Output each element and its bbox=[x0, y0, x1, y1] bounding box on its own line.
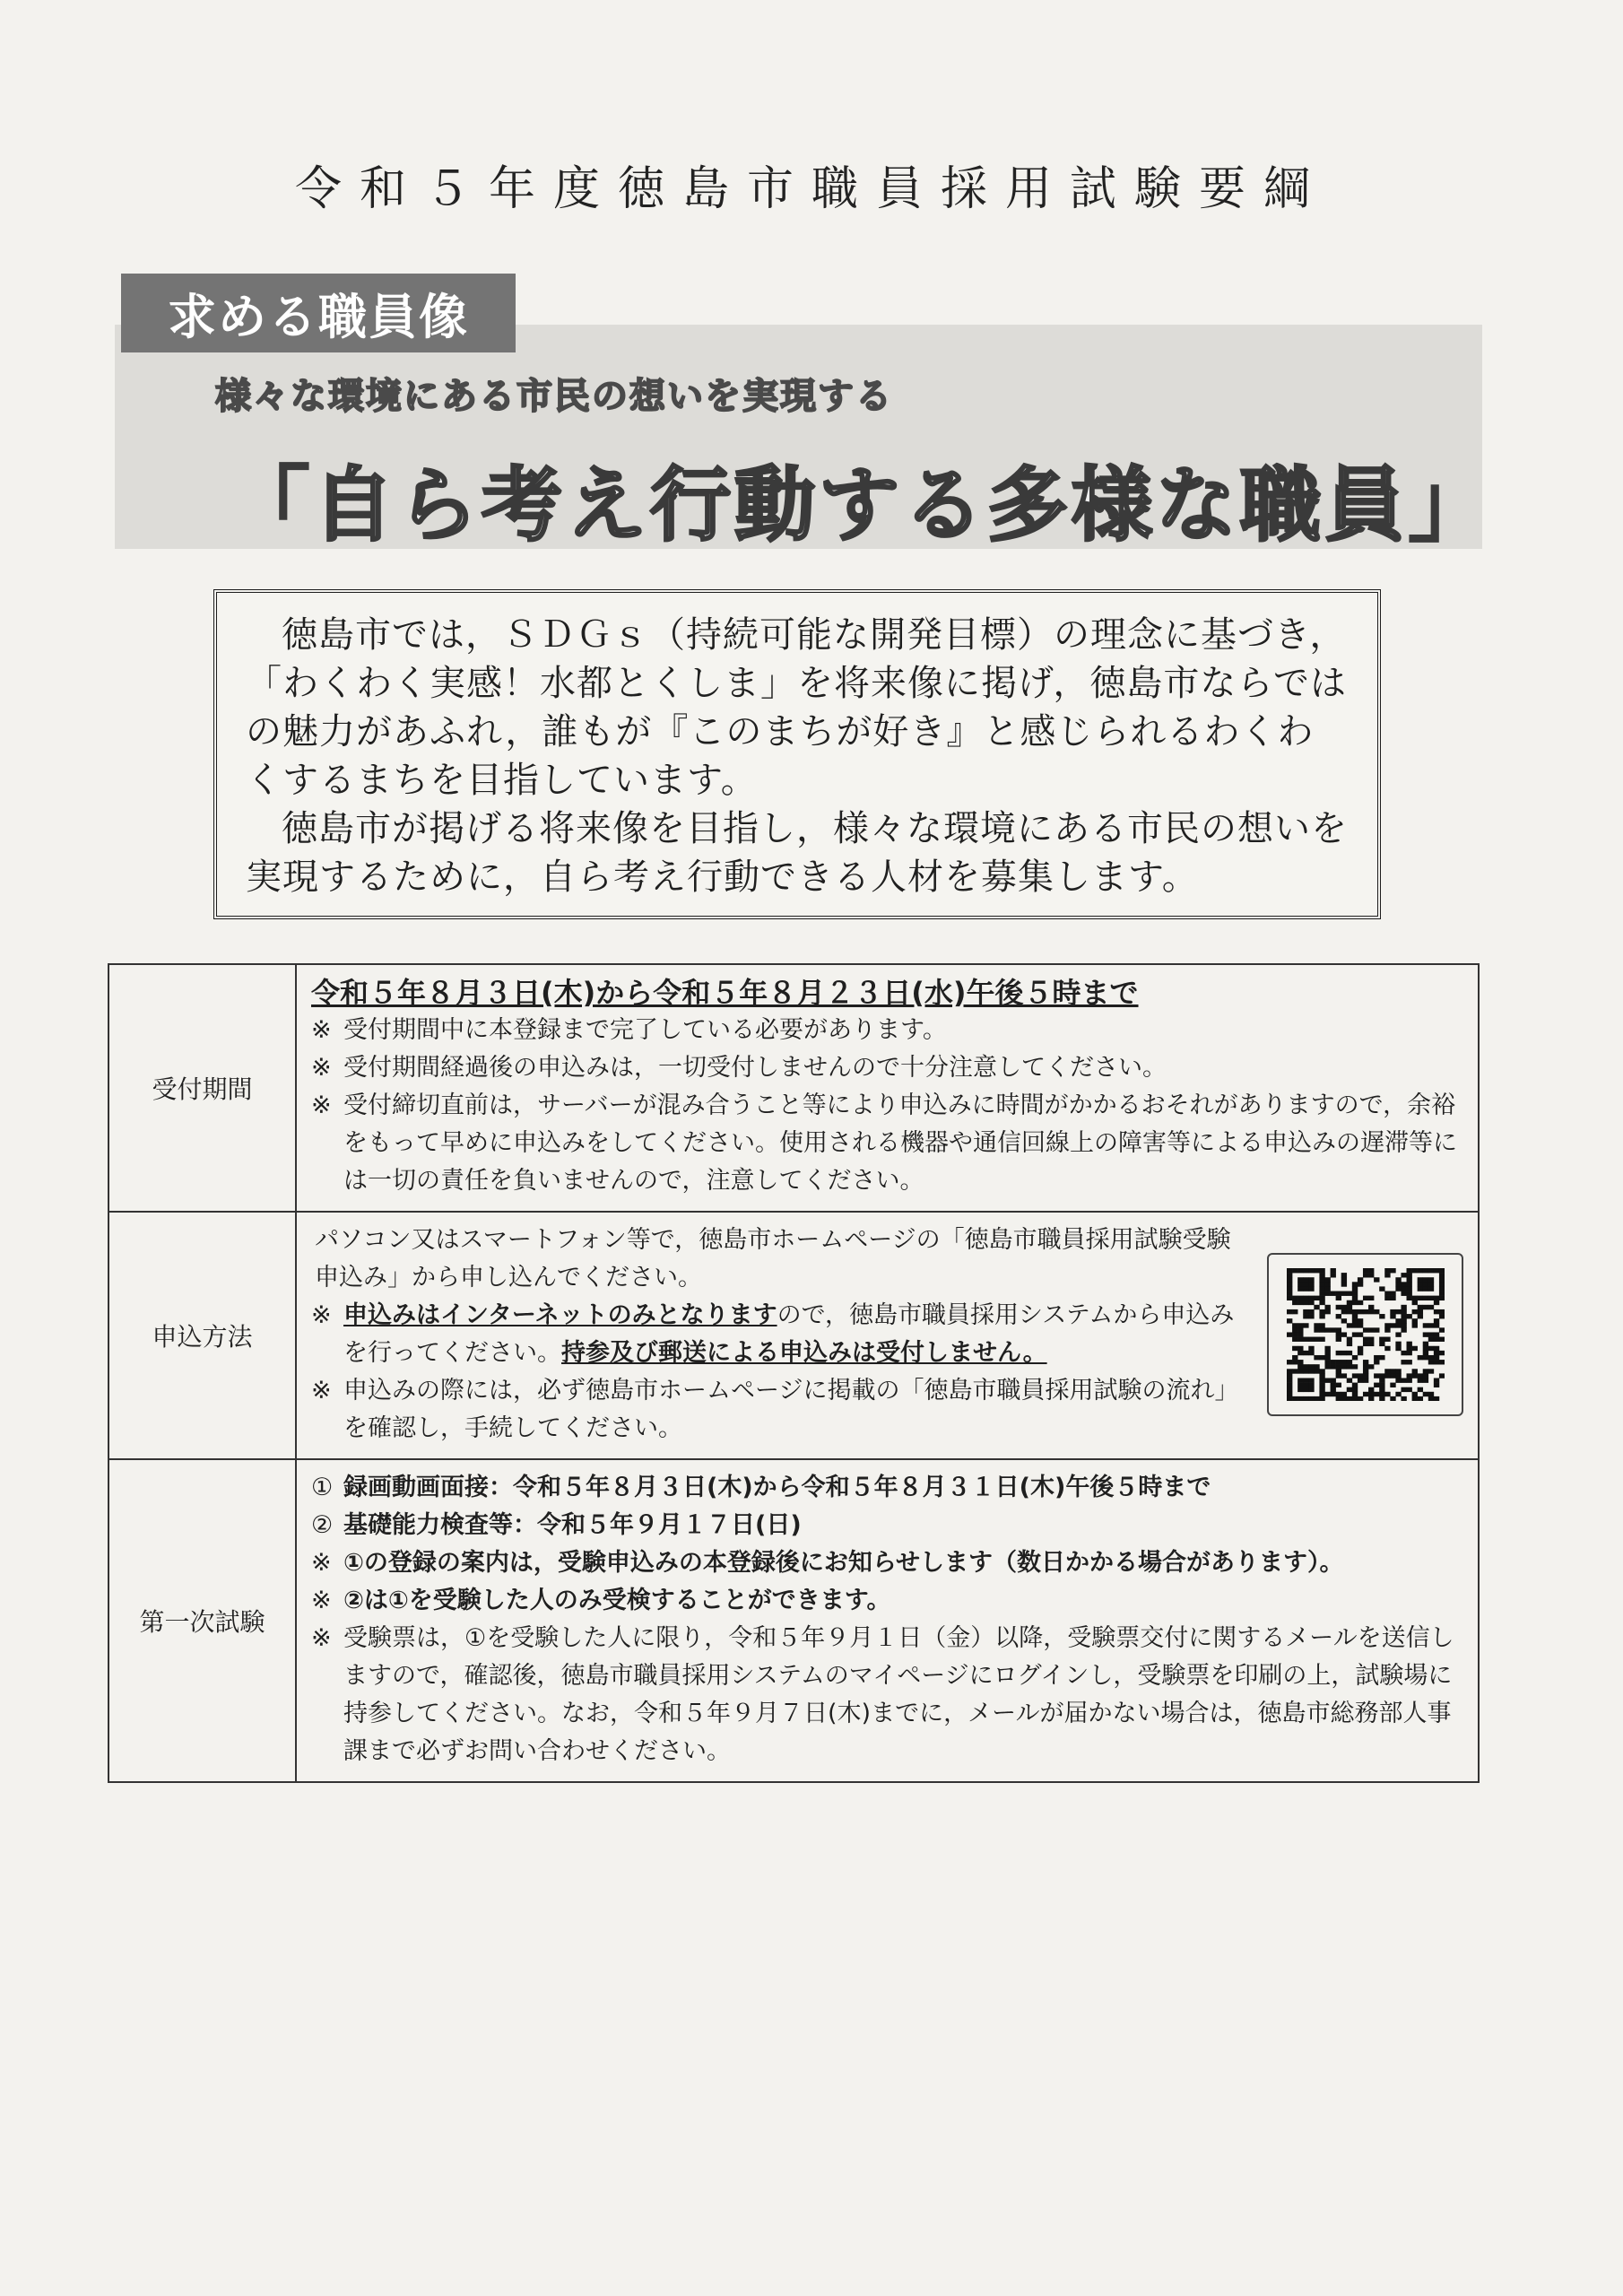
no-mail-text: 持参及び郵送による申込みは受付しません。 bbox=[561, 1339, 1047, 1367]
reception-note bbox=[311, 1087, 1463, 1200]
note-text: ①の登録の案内は，受験申込みの本登録後にお知らせします（数日かかる場合があります）。 bbox=[343, 1549, 1344, 1577]
note-text: 受験票は，①を受験した人に限り，令和５年９月１日（金）以降，受験票交付に関するメールを送信しますので，確認後，徳島市職員採用システムのマイページにログインし，受験票を印刷の上，試験場に持参してください。なお，令和５年９月７日(木)までに，メールが届かない場合は，徳島市総務部人事課まで必ずお問い合わせください。 bbox=[343, 1624, 1454, 1765]
first-exam-label: 第一次試験 bbox=[108, 1459, 296, 1782]
note-text: 受付期間中に本登録まで完了している必要があります。 bbox=[343, 1016, 947, 1044]
note-mark: ※ bbox=[311, 1549, 332, 1577]
note-mark: ※ bbox=[311, 1624, 332, 1652]
document-title: 令和５年度徳島市職員採用試験要綱 bbox=[294, 162, 1328, 216]
note-text: 受付期間経過後の申込みは，一切受付しませんので十分注意してください。 bbox=[343, 1054, 1167, 1082]
exam-note bbox=[311, 1620, 1463, 1770]
reception-note bbox=[311, 1049, 1463, 1087]
item-number: ① bbox=[311, 1474, 334, 1501]
note-mark: ※ bbox=[311, 1054, 332, 1082]
exam-info-table bbox=[108, 963, 1480, 1783]
note-mark: ※ bbox=[311, 1377, 332, 1405]
application-note bbox=[311, 1297, 1249, 1372]
exam-note bbox=[311, 1544, 1463, 1582]
table-row-application bbox=[108, 1212, 1479, 1459]
qr-code[interactable] bbox=[1267, 1253, 1463, 1416]
item-number: ② bbox=[311, 1511, 334, 1539]
application-label: 申込方法 bbox=[108, 1212, 296, 1459]
reception-label: 受付期間 bbox=[108, 964, 296, 1212]
note-mark: ※ bbox=[311, 1016, 332, 1044]
table-row-reception bbox=[108, 964, 1479, 1212]
reception-period: 令和５年８月３日(木)から令和５年８月２３日(水)午後５時まで bbox=[311, 976, 1139, 1010]
note-mark: ※ bbox=[311, 1301, 332, 1329]
qr-code-icon bbox=[1287, 1268, 1445, 1401]
intro-paragraph-1: 徳島市では，ＳＤＧｓ（持続可能な開発目標）の理念に基づき，「わくわく実感！水都とくしま」を将来像に掲げ，徳島市ならではの魅力があふれ，誰もが『このまちが好き』と感じられるわくわくするまちを目指しています。 bbox=[246, 614, 1347, 801]
application-intro: パソコン又はスマートフォン等で，徳島市ホームページの「徳島市職員採用試験受験申込み」から申し込んでください。 bbox=[315, 1226, 1231, 1292]
intro-box bbox=[213, 589, 1381, 919]
note-text: ので，徳島市職員採用システムから申込みを行ってください。 bbox=[343, 1301, 1235, 1367]
reception-note bbox=[311, 1012, 1463, 1049]
section-tag: 求める職員像 bbox=[121, 274, 516, 352]
note-mark: ※ bbox=[311, 1091, 332, 1119]
internet-only-text: 申込みはインターネットのみとなります bbox=[343, 1301, 777, 1329]
exam-item bbox=[311, 1507, 1463, 1544]
exam-item-text: ：令和５年９月１７日(日) bbox=[513, 1511, 802, 1539]
motto-subtitle: 様々な環境にある市民の想いを実現する bbox=[215, 376, 893, 417]
reception-content bbox=[296, 964, 1479, 1212]
motto-title: 「自ら考え行動する多様な職員」 bbox=[229, 458, 1493, 552]
exam-item-label: 録画動画面接 bbox=[343, 1474, 489, 1501]
exam-item-label: 基礎能力検査等 bbox=[343, 1511, 513, 1539]
note-text: ②は①を受験した人のみ受検することができます。 bbox=[343, 1587, 891, 1614]
first-exam-content bbox=[296, 1459, 1479, 1782]
note-text: 受付締切直前は，サーバーが混み合うこと等により申込みに時間がかかるおそれがありますので，余裕をもって早めに申込みをしてください。使用される機器や通信回線上の障害等による申込みの遅滞等には一切の責任を負いませんので，注意してください。 bbox=[343, 1091, 1457, 1195]
note-mark: ※ bbox=[311, 1587, 332, 1614]
note-text: 申込みの際には，必ず徳島市ホームページに掲載の「徳島市職員採用試験の流れ」を確認し，手続してください。 bbox=[343, 1377, 1239, 1442]
intro-paragraph-2: 徳島市が掲げる将来像を目指し，様々な環境にある市民の想いを実現するために，自ら考え行動できる人材を募集します。 bbox=[246, 808, 1348, 898]
exam-item-text: ：令和５年８月３日(木)から令和５年８月３１日(木)午後５時まで bbox=[489, 1474, 1211, 1501]
application-note bbox=[311, 1372, 1249, 1448]
table-row-first-exam bbox=[108, 1459, 1479, 1782]
application-content bbox=[296, 1212, 1479, 1459]
exam-item bbox=[311, 1469, 1463, 1507]
exam-note bbox=[311, 1582, 1463, 1620]
